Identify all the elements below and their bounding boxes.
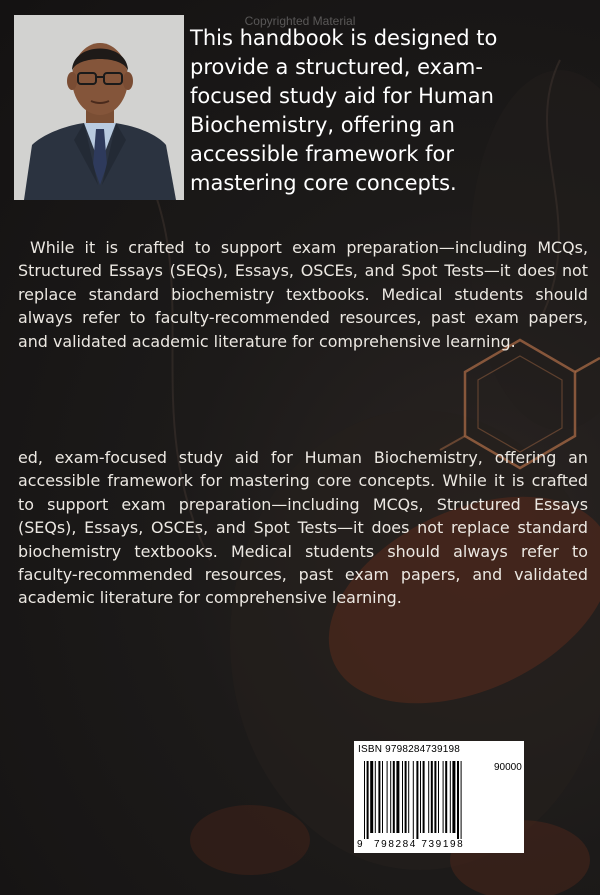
description-paragraph-2: ed, exam-focused study aid for Human Biochemistry, offering an accessible framework for mastering core concepts. While it is crafted to support exam preparation—including MCQs, Structured Essays (SEQs), Essays, OSCEs, and Spot Tests—it does not replace standard biochemistry textbooks. Medical students should always refer to faculty-recommended resources, past exam papers, and validated academic literature for comprehensive learning. bbox=[18, 448, 588, 608]
barcode-stripe bbox=[443, 761, 444, 833]
isbn-label: ISBN 9798284739198 bbox=[358, 744, 461, 755]
intro-statement: This handbook is designed to provide a structured, exam-focused study aid for Human Biochemistry, offering an accessible framework for mastering core concepts. bbox=[190, 26, 498, 195]
barcode-stripe bbox=[390, 761, 391, 833]
barcode-stripe bbox=[445, 761, 447, 833]
barcode-stripe bbox=[402, 761, 403, 833]
barcode-stripe bbox=[428, 761, 429, 833]
price-code: 90000 bbox=[494, 762, 522, 773]
barcode-stripe bbox=[408, 761, 409, 833]
barcode-stripe bbox=[413, 761, 414, 839]
barcode-stripe bbox=[423, 761, 425, 833]
barcode-stripe bbox=[378, 761, 380, 833]
barcode-stripe bbox=[457, 761, 459, 839]
barcode-stripe bbox=[434, 761, 436, 833]
barcode-stripe bbox=[438, 761, 439, 833]
barcode-stripe bbox=[396, 761, 399, 833]
copyright-watermark: Copyrighted Material bbox=[244, 14, 356, 28]
barcode-stripe bbox=[393, 761, 395, 833]
barcode-stripe bbox=[416, 761, 418, 839]
description-paragraph-1: While it is crafted to support exam preparation—including MCQs, Structured Essays (SEQs), Essays, OSCEs, and Spot Tests—it does not replace standard biochemistry textbooks. Medical students should always refer to faculty-recommended resources, past exam papers, and validated academic literature for comprehensive learning. bbox=[18, 238, 588, 351]
barcode-stripe bbox=[364, 761, 365, 839]
barcode-stripe bbox=[420, 761, 421, 833]
barcode-stripe bbox=[452, 761, 455, 833]
barcode-stripe bbox=[431, 761, 433, 833]
barcode-bars bbox=[358, 757, 520, 839]
barcode-stripe bbox=[375, 761, 376, 833]
author-photo bbox=[14, 15, 184, 200]
barcode-stripe bbox=[370, 761, 373, 833]
barcode-stripe bbox=[382, 761, 383, 833]
barcode-digit-groups: 798284 739198 bbox=[374, 839, 465, 850]
barcode-stripe bbox=[387, 761, 388, 833]
barcode-stripe bbox=[450, 761, 451, 833]
barcode-stripe bbox=[405, 761, 407, 833]
barcode-stripe bbox=[367, 761, 369, 839]
barcode-digit-prefix: 9 bbox=[357, 839, 365, 850]
isbn-barcode bbox=[354, 741, 524, 853]
barcode-stripe bbox=[461, 761, 462, 839]
